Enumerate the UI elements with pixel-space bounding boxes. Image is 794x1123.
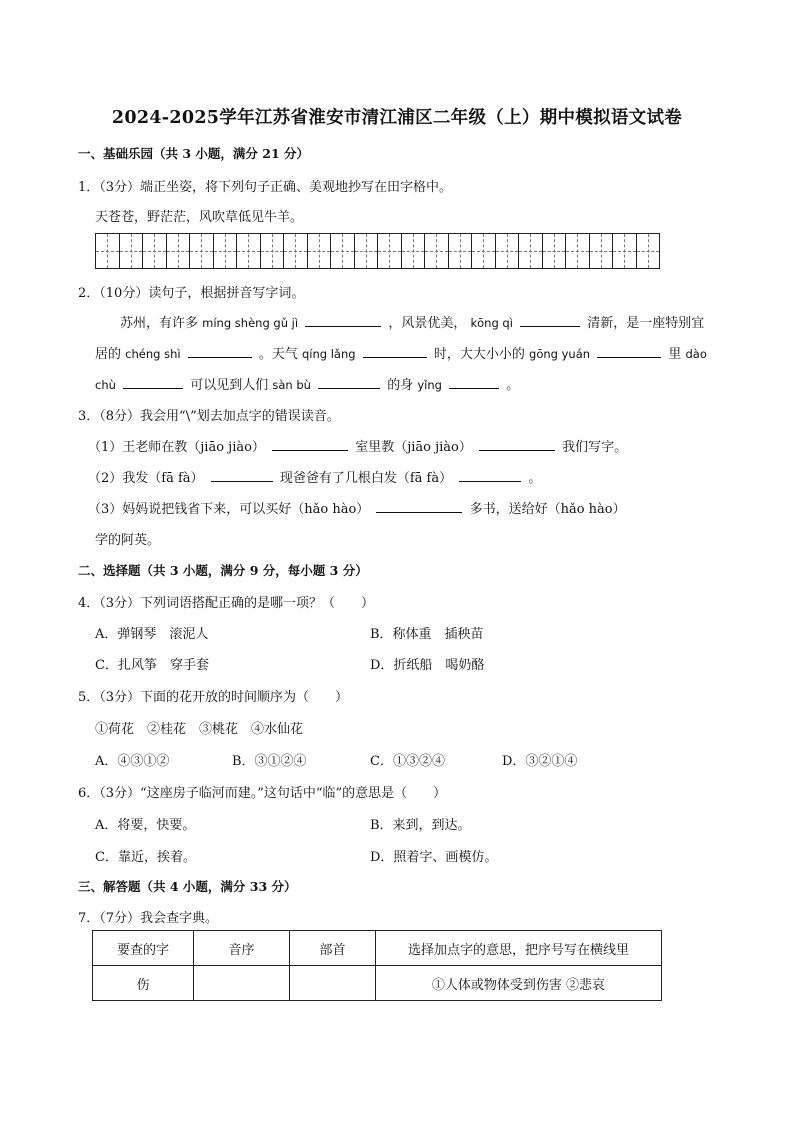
q3-text: （3）妈妈说把钱省下来，可以买好（hǎo hào） xyxy=(88,502,370,517)
section-heading-3: 三、解答题（共 4 小题，满分 33 分） xyxy=(78,879,297,894)
grid-cell[interactable] xyxy=(637,234,660,268)
table-header-cell: 选择加点字的意思，把序号写在横线里 xyxy=(376,931,662,966)
question-2-line-3 xyxy=(95,374,519,393)
question-5-items: ①荷花 ②桂花 ③桃花 ④水仙花 xyxy=(95,722,304,737)
grid-cell[interactable] xyxy=(190,234,214,268)
grid-cell[interactable] xyxy=(543,234,567,268)
option-c[interactable]: C．①③②④ xyxy=(370,754,445,769)
option-c[interactable]: C．靠近，挨着。 xyxy=(95,850,196,865)
answer-blank[interactable] xyxy=(520,312,580,327)
page-title: 2024-2025学年江苏省淮安市清江浦区二年级（上）期中模拟语文试卷 xyxy=(111,108,683,128)
q2-text: 清新，是一座特别宜 xyxy=(587,316,705,331)
table-header-cell: 音序 xyxy=(194,931,290,966)
option-b[interactable]: B．来到，到达。 xyxy=(370,818,471,833)
table-header-row xyxy=(93,931,662,966)
grid-cell[interactable] xyxy=(449,234,473,268)
grid-cell[interactable] xyxy=(284,234,308,268)
q3-text: 。 xyxy=(528,471,542,486)
q2-text: 时，大大小小的 xyxy=(433,347,525,362)
table-cell: ①人体或物体受到伤害 ②悲哀 xyxy=(376,966,662,1001)
grid-cell[interactable] xyxy=(214,234,238,268)
q3-text: 室里教（jiāo jiào） xyxy=(355,440,472,455)
q3-text: （2）我发（fā fà） xyxy=(88,471,204,486)
question-2-line-2 xyxy=(95,343,707,362)
answer-blank[interactable] xyxy=(449,374,499,389)
question-2-stem: 2．（10分）读句子，根据拼音写字词。 xyxy=(78,286,305,301)
answer-blank[interactable] xyxy=(272,436,348,451)
q3-text: （1）王老师在教（jiāo jiào） xyxy=(88,440,265,455)
table-header-cell: 部首 xyxy=(290,931,376,966)
table-cell: 伤 xyxy=(93,966,194,1001)
grid-cell[interactable] xyxy=(496,234,520,268)
grid-cell[interactable] xyxy=(519,234,543,268)
answer-blank[interactable] xyxy=(376,498,462,513)
grid-cell[interactable] xyxy=(308,234,332,268)
grid-cell[interactable] xyxy=(566,234,590,268)
grid-cell[interactable] xyxy=(96,234,120,268)
option-d[interactable]: D．照着字、画模仿。 xyxy=(370,850,498,865)
question-6-stem: 6．（3分）“这座房子临河而建。”这句话中“临”的意思是（ ） xyxy=(78,786,447,801)
grid-cell[interactable] xyxy=(237,234,261,268)
answer-blank[interactable] xyxy=(211,467,273,482)
answer-blank[interactable] xyxy=(459,467,521,482)
question-3-item-2 xyxy=(88,467,541,486)
answer-blank[interactable] xyxy=(318,374,380,389)
question-3-item-3 xyxy=(88,498,626,517)
grid-cell[interactable] xyxy=(472,234,496,268)
grid-cell[interactable] xyxy=(120,234,144,268)
option-a[interactable]: A．将要，快要。 xyxy=(95,818,196,833)
option-c[interactable]: C．扎风筝 穿手套 xyxy=(95,658,209,673)
answer-blank[interactable] xyxy=(305,312,381,327)
pinyin: qíng lǎng xyxy=(302,347,356,361)
grid-cell[interactable] xyxy=(590,234,614,268)
question-1-sentence: 天苍苍，野茫茫，风吹草低见牛羊。 xyxy=(95,210,304,225)
table-header-cell: 要查的字 xyxy=(93,931,194,966)
option-b[interactable]: B．称体重 插秧苗 xyxy=(370,627,484,642)
q2-text: 里 xyxy=(668,347,682,362)
pinyin: chéng shì xyxy=(125,347,181,361)
q3-text: 我们写字。 xyxy=(562,440,628,455)
q2-text: 的身 xyxy=(387,378,414,393)
option-a[interactable]: A．弹钢琴 滚泥人 xyxy=(95,627,209,642)
question-1-stem: 1．（3分）端正坐姿，将下列句子正确、美观地抄写在田字格中。 xyxy=(78,180,453,195)
q3-text: 现爸爸有了几根白发（fā fà） xyxy=(279,471,453,486)
option-a[interactable]: A．④③①② xyxy=(95,754,170,769)
pinyin: dào xyxy=(685,347,707,361)
question-2-line-1 xyxy=(120,312,704,331)
grid-cell[interactable] xyxy=(378,234,402,268)
dictionary-table xyxy=(92,930,662,1001)
grid-cell[interactable] xyxy=(167,234,191,268)
pinyin: gōng yuán xyxy=(529,347,591,361)
pinyin: yǐng xyxy=(417,378,442,392)
tianzige-grid[interactable] xyxy=(95,233,660,269)
answer-cell[interactable] xyxy=(290,966,376,1001)
question-4-stem: 4．（3分）下列词语搭配正确的是哪一项？（ ） xyxy=(78,596,375,611)
answer-blank[interactable] xyxy=(123,374,183,389)
question-7-stem: 7．（7分）我会查字典。 xyxy=(78,911,219,926)
grid-cell[interactable] xyxy=(261,234,285,268)
answer-blank[interactable] xyxy=(479,436,555,451)
pinyin: míng shèng gǔ jì xyxy=(202,316,299,330)
question-3-item-3-cont: 学的阿英。 xyxy=(95,533,161,548)
option-d[interactable]: D．③②①④ xyxy=(502,754,578,769)
q2-text: 。 xyxy=(506,378,520,393)
grid-cell[interactable] xyxy=(355,234,379,268)
grid-cell[interactable] xyxy=(613,234,637,268)
answer-blank[interactable] xyxy=(363,343,427,358)
answer-blank[interactable] xyxy=(188,343,252,358)
q2-text: 苏州，有许多 xyxy=(120,316,199,331)
table-row xyxy=(93,966,662,1001)
section-heading-2: 二、选择题（共 3 小题，满分 9 分，每小题 3 分） xyxy=(78,563,368,578)
grid-cell[interactable] xyxy=(143,234,167,268)
answer-blank[interactable] xyxy=(597,343,661,358)
option-b[interactable]: B．③①②④ xyxy=(232,754,307,769)
grid-cell[interactable] xyxy=(425,234,449,268)
q2-text: 居的 xyxy=(95,347,122,362)
q2-text: 。天气 xyxy=(258,347,298,362)
pinyin: sàn bù xyxy=(272,378,311,392)
grid-cell[interactable] xyxy=(402,234,426,268)
q2-text: ，风景优美， xyxy=(388,316,467,331)
q3-text: 多书，送给好（hǎo hào） xyxy=(469,502,626,517)
question-5-stem: 5．（3分）下面的花开放的时间顺序为（ ） xyxy=(78,690,349,705)
q2-text: 可以见到人们 xyxy=(190,378,269,393)
section-heading-1: 一、基础乐园（共 3 小题，满分 21 分） xyxy=(78,146,310,161)
answer-cell[interactable] xyxy=(194,966,290,1001)
pinyin: chù xyxy=(95,378,116,392)
question-3-item-1 xyxy=(88,436,627,455)
grid-cell[interactable] xyxy=(331,234,355,268)
pinyin: kōng qì xyxy=(470,316,513,330)
option-d[interactable]: D．折纸船 喝奶酪 xyxy=(370,658,485,673)
question-3-stem: 3．（8分）我会用“\”划去加点字的错误读音。 xyxy=(78,409,340,424)
